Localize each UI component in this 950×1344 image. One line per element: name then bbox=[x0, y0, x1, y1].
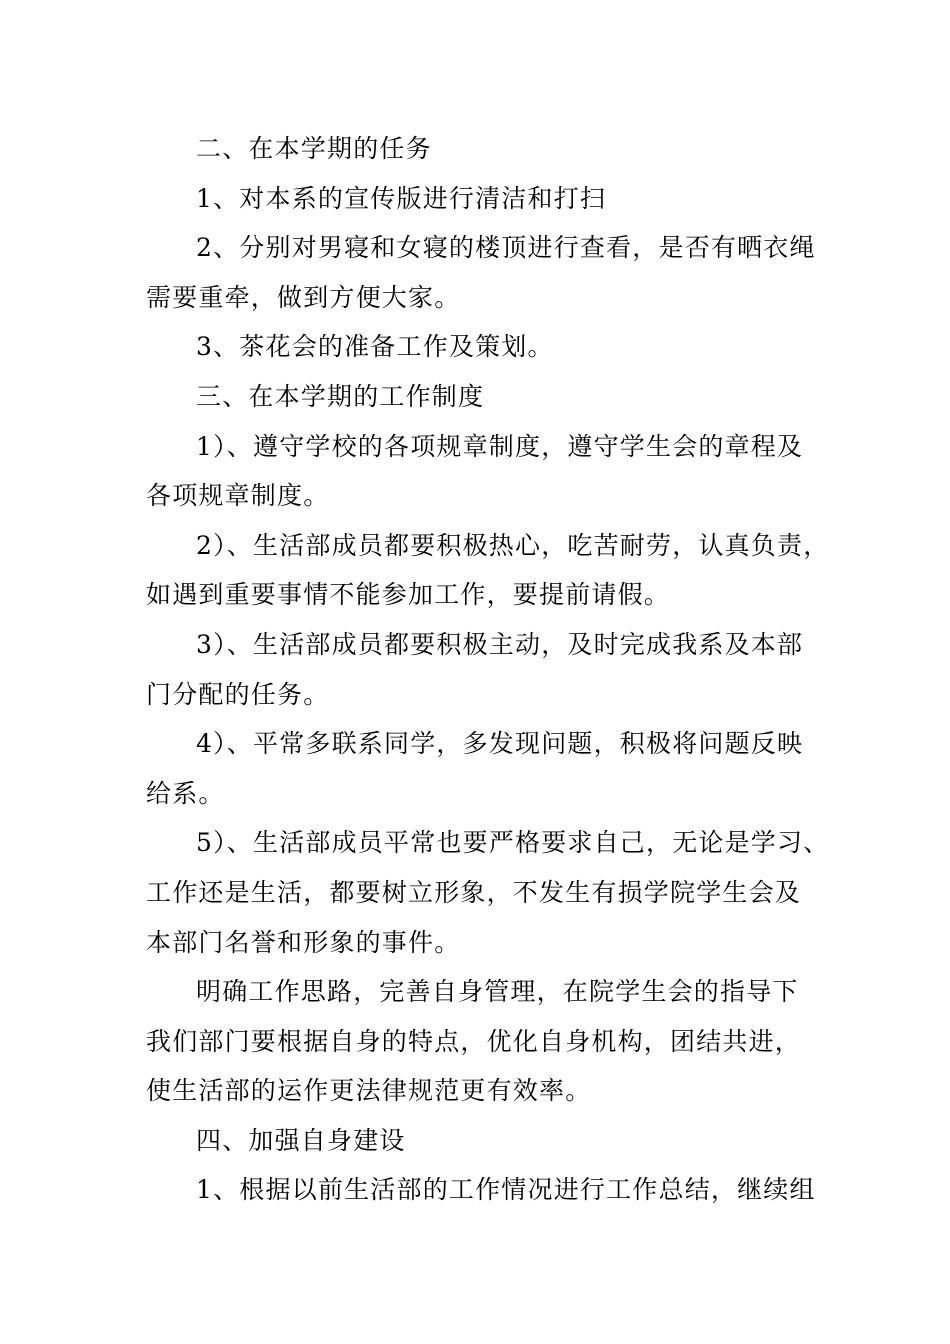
rule-item-1: 1）、遵守学校的各项规章制度，遵守学生会的章程及 bbox=[196, 431, 804, 461]
section-heading-rules: 三、在本学期的工作制度 bbox=[196, 381, 485, 411]
rule-item-4-continued: 给系。 bbox=[146, 778, 225, 808]
task-item-2-continued: 需要重牵，做到方便大家。 bbox=[146, 282, 461, 312]
rule-item-4: 4）、平常多联系同学，多发现问题，积极将问题反映 bbox=[196, 729, 804, 759]
self-building-item-1: 1、根据以前生活部的工作情况进行工作总结，继续组 bbox=[196, 1175, 816, 1205]
rule-item-5-continued-1: 工作还是生活，都要树立形象，不发生有损学院学生会及 bbox=[146, 877, 802, 907]
rule-item-1-continued: 各项规章制度。 bbox=[146, 481, 330, 511]
summary-paragraph-continued-2: 使生活部的运作更法律规范更有效率。 bbox=[146, 1076, 592, 1106]
task-item-2: 2、分别对男寝和女寝的楼顶进行查看，是否有晒衣绳 bbox=[196, 233, 816, 263]
rule-item-2-continued: 如遇到重要事情不能参加工作，要提前请假。 bbox=[146, 580, 671, 610]
task-item-3: 3、茶花会的准备工作及策划。 bbox=[196, 332, 554, 362]
document-body bbox=[146, 124, 830, 1215]
section-heading-self-building: 四、加强自身建设 bbox=[196, 1125, 406, 1155]
section-heading-tasks: 二、在本学期的任务 bbox=[196, 134, 432, 163]
rule-item-5: 5）、生活部成员平常也要严格要求自己，无论是学习、 bbox=[196, 828, 830, 858]
rule-item-3: 3）、生活部成员都要积极主动，及时完成我系及本部 bbox=[196, 629, 804, 659]
rule-item-3-continued: 门分配的任务。 bbox=[146, 679, 330, 709]
rule-item-2: 2）、生活部成员都要积极热心，吃苦耐劳，认真负责， bbox=[196, 530, 830, 560]
summary-paragraph-continued-1: 我们部门要根据自身的特点，优化自身机构，团结共进， bbox=[146, 1026, 802, 1056]
summary-paragraph: 明确工作思路，完善自身管理，在院学生会的指导下 bbox=[196, 977, 799, 1007]
task-item-1: 1、对本系的宣传版进行清洁和打扫 bbox=[196, 183, 607, 213]
rule-item-5-continued-2: 本部门名誉和形象的事件。 bbox=[146, 927, 461, 957]
